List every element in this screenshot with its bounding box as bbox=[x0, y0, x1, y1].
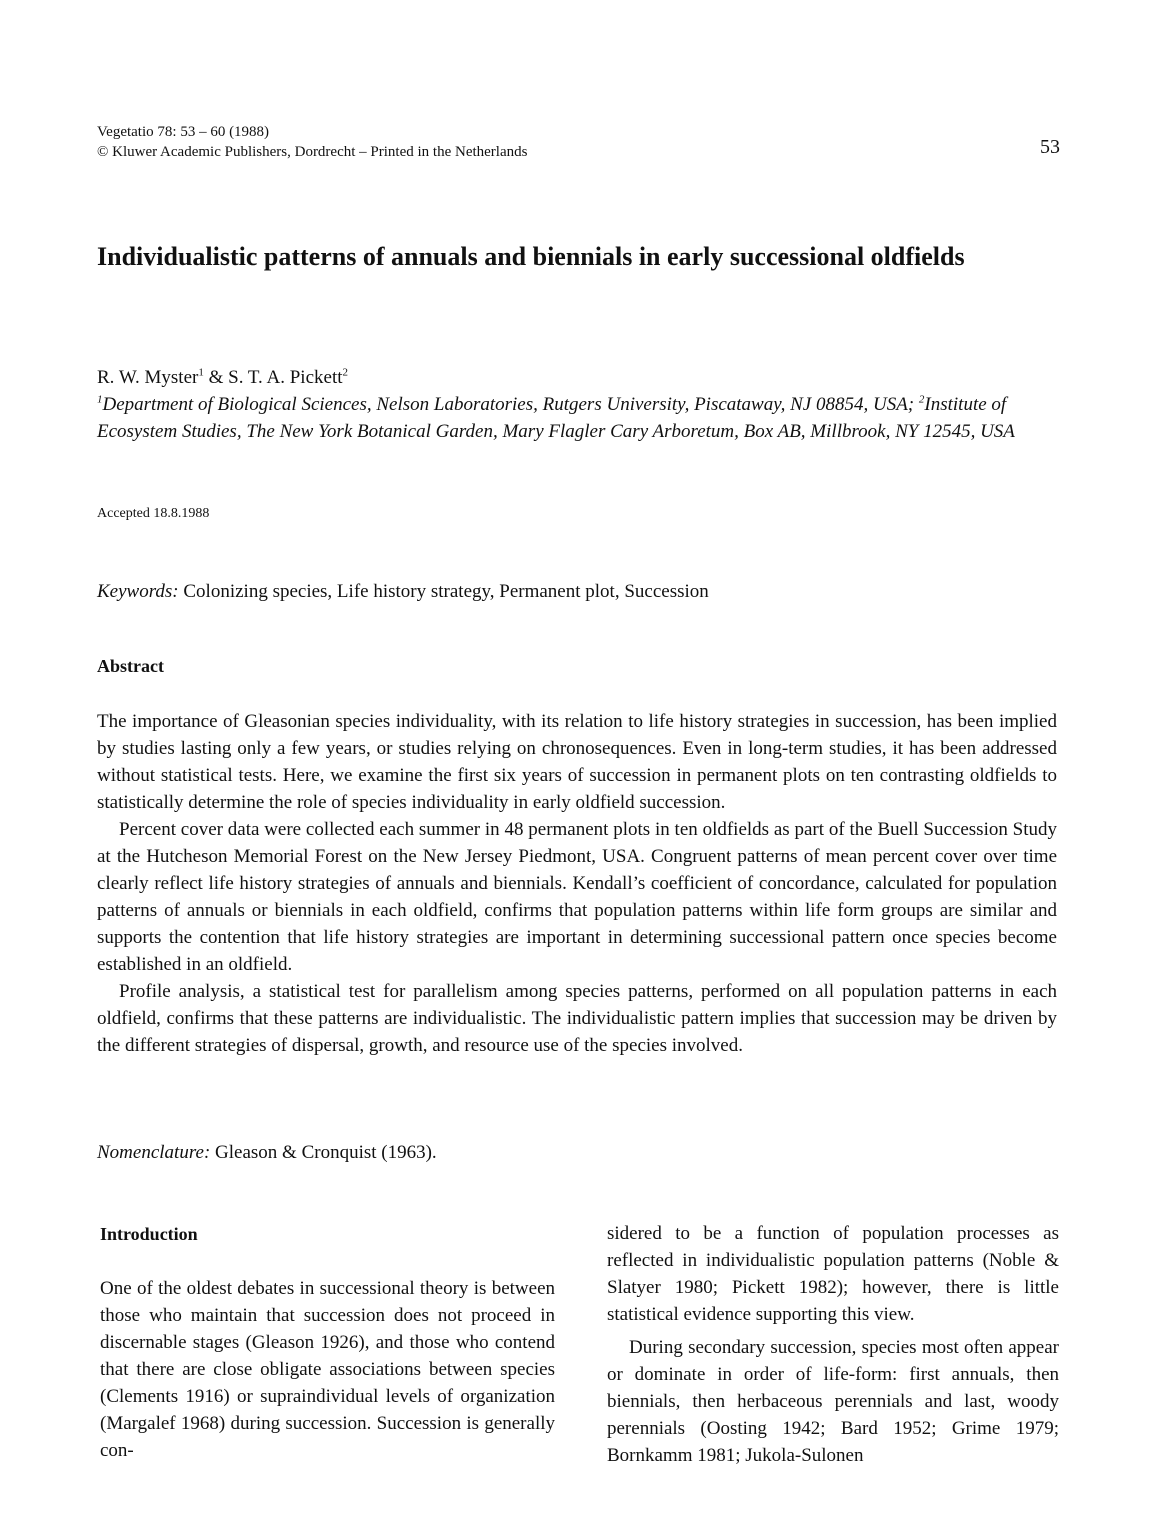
keywords-text: Colonizing species, Life history strategy, Permanent plot, Succession bbox=[178, 581, 709, 602]
article-title: Individualistic patterns of annuals and biennials in early successional oldfields bbox=[97, 242, 965, 271]
accepted-date: Accepted 18.8.1988 bbox=[97, 506, 210, 521]
abstract-heading: Abstract bbox=[97, 656, 164, 676]
author-1: R. W. Myster bbox=[97, 367, 199, 388]
nomenclature bbox=[97, 1142, 437, 1164]
abstract-paragraph-2: Percent cover data were collected each summer in 48 permanent plots in ten oldfields as part of the Buell Succession Study at the Hutcheson Memorial Forest on the New Jersey Piedmont, USA. Congruent patterns of mean percent cover over time clearly reflect life history strategies of annuals and biennials. Kendall’s coefficient of concordance, calculated for population patterns of annuals or biennials in each oldfield, confirms that population patterns within life form groups are similar and supports the contention that life history strategies are important in determining successional pattern once species become established in an oldfield. bbox=[97, 819, 1057, 975]
journal-citation bbox=[97, 122, 527, 162]
author-block bbox=[97, 364, 1057, 445]
affiliations bbox=[97, 391, 1057, 445]
keywords bbox=[97, 581, 709, 603]
affiliation-2: Institute of Ecosystem Studies, The New York Botanical Garden, Mary Flagler Cary Arboretum, Box AB, Millbrook, NY 12545, USA bbox=[97, 394, 1015, 442]
author-2: & S. T. A. Pickett bbox=[203, 367, 343, 388]
introduction-left-column bbox=[100, 1275, 555, 1464]
introduction-right-column bbox=[607, 1220, 1059, 1469]
affiliation-1: Department of Biological Sciences, Nelson Laboratories, Rutgers University, Piscataway, NJ 08854, USA; bbox=[102, 394, 919, 415]
nomenclature-text: Gleason & Cronquist (1963). bbox=[210, 1142, 437, 1163]
author-2-mark: 2 bbox=[342, 366, 348, 379]
page-number: 53 bbox=[1040, 136, 1060, 158]
abstract-body bbox=[97, 708, 1057, 1059]
affiliation-1-mark: 1 bbox=[97, 393, 103, 406]
intro-paragraph-1: One of the oldest debates in successional theory is between those who maintain that succession does not proceed in discernable stages (Gleason 1926), and those who contend that there are close obligate associations between species (Clements 1916) or supraindividual levels of organization (Margalef 1968) during succession. Succession is generally con- bbox=[100, 1278, 555, 1461]
nomenclature-label: Nomenclature: bbox=[97, 1142, 211, 1163]
intro-paragraph-continued: sidered to be a function of population processes as reflected in individualistic population patterns (Noble & Slatyer 1980; Pickett 1982); however, there is little statistical evidence supporting this view. bbox=[607, 1223, 1059, 1325]
abstract-paragraph-1: The importance of Gleasonian species individuality, with its relation to life history strategies in succession, has been implied by studies lasting only a few years, or studies relying on chronosequences. Even in long-term studies, it has been addressed without statistical tests. Here, we examine the first six years of succession in permanent plots on ten contrasting oldfields to statistically determine the role of species individuality in early oldfield succession. bbox=[97, 711, 1057, 813]
author-1-mark: 1 bbox=[198, 366, 204, 379]
keywords-label: Keywords: bbox=[97, 581, 179, 602]
publisher-line: © Kluwer Academic Publishers, Dordrecht – Printed in the Netherlands bbox=[97, 144, 528, 160]
introduction-heading: Introduction bbox=[100, 1224, 198, 1244]
journal-volume-line: Vegetatio 78: 53 – 60 (1988) bbox=[97, 124, 270, 140]
author-names bbox=[97, 364, 1057, 391]
abstract-paragraph-3: Profile analysis, a statistical test for parallelism among species patterns, performed on all population patterns in each oldfield, confirms that these patterns are individualistic. The individualistic pattern implies that succession may be driven by the different strategies of dispersal, growth, and resource use of the species involved. bbox=[97, 981, 1057, 1056]
intro-paragraph-2: During secondary succession, species most often appear or dominate in order of life-form: first annuals, then biennials, then herbaceous perennials and last, woody perennials (Oosting 1942; Bard 1952; Grime 1979; Bornkamm 1981; Jukola-Sulonen bbox=[607, 1337, 1059, 1466]
affiliation-2-mark: 2 bbox=[918, 393, 925, 406]
